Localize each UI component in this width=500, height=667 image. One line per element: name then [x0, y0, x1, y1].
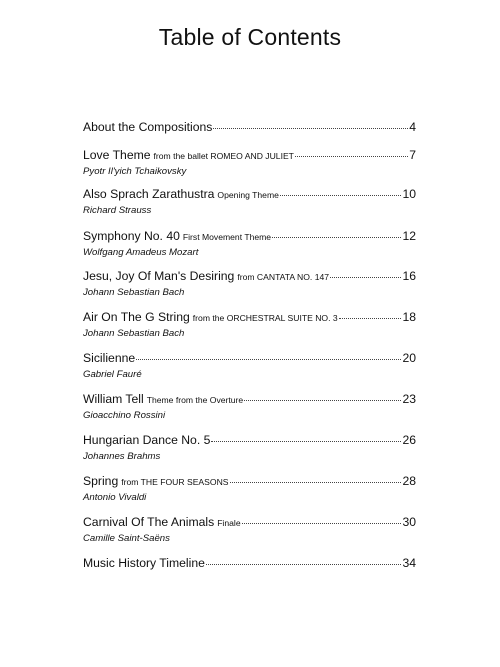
toc-entry-subtitle: Finale — [217, 518, 241, 528]
toc-entry-subtitle: from THE FOUR SEASONS — [121, 477, 229, 487]
toc-entry[interactable] — [83, 474, 416, 503]
toc-entry-subtitle: Theme from the Overture — [146, 395, 244, 405]
dot-leader — [272, 237, 401, 238]
toc-page-number: 26 — [402, 433, 416, 447]
toc-entry-line — [83, 392, 416, 408]
toc-entry[interactable] — [83, 556, 416, 572]
toc-entry-subtitle: Opening Theme — [217, 190, 279, 200]
dot-leader — [242, 523, 402, 524]
toc-entry[interactable] — [83, 120, 416, 136]
toc-entry-line — [83, 148, 416, 164]
dot-leader — [295, 156, 408, 157]
toc-composer: Wolfgang Amadeus Mozart — [83, 247, 199, 258]
toc-composer: Richard Strauss — [83, 205, 152, 216]
toc-entry-line — [83, 433, 416, 449]
toc-entry-title: Hungarian Dance No. 5 — [83, 433, 211, 447]
toc-entry[interactable] — [83, 229, 416, 258]
toc-entry-line — [83, 310, 416, 326]
toc-composer: Gioacchino Rossini — [83, 410, 166, 421]
toc-entry-title: Jesu, Joy Of Man's Desiring — [83, 269, 235, 283]
toc-entry-title: Spring — [83, 474, 119, 488]
toc-entry-title: Symphony No. 40 — [83, 229, 180, 243]
toc-entry[interactable] — [83, 433, 416, 462]
toc-composer: Johann Sebastian Bach — [83, 287, 185, 298]
toc-entry-title: William Tell — [83, 392, 144, 406]
toc-entry-line — [83, 120, 416, 136]
dot-leader — [339, 318, 402, 319]
dot-leader — [330, 277, 401, 278]
toc-entry[interactable] — [83, 515, 416, 544]
toc-entry-title: Carnival Of The Animals — [83, 515, 215, 529]
toc-page-number: 7 — [409, 148, 416, 162]
toc-entry-line — [83, 474, 416, 490]
toc-composer: Camille Saint-Saëns — [83, 533, 170, 544]
toc-composer: Pyotr Il'yich Tchaikovsky — [83, 166, 187, 177]
dot-leader — [213, 128, 408, 129]
toc-entry-subtitle: from the ballet ROMEO AND JULIET — [153, 151, 294, 161]
toc-composer: Antonio Vivaldi — [83, 492, 147, 503]
page-title: Table of Contents — [158, 24, 342, 50]
dot-leader — [206, 564, 402, 565]
toc-entry-title: Love Theme — [83, 148, 151, 162]
toc-entry-line — [83, 515, 416, 531]
toc-page-number: 20 — [402, 351, 416, 365]
toc-page-number: 28 — [402, 474, 416, 488]
toc-entry-line — [83, 556, 416, 572]
toc-entry-title: Music History Timeline — [83, 556, 205, 570]
toc-page-number: 23 — [402, 392, 416, 406]
toc-entry-subtitle: from CANTATA NO. 147 — [237, 272, 330, 282]
toc-entry[interactable] — [83, 269, 416, 298]
toc-entry-line — [83, 269, 416, 285]
toc-page-number: 12 — [402, 229, 416, 243]
toc-entry-title: Also Sprach Zarathustra — [83, 187, 215, 201]
toc-entry-title: About the Compositions — [83, 120, 213, 134]
toc-page-number: 10 — [402, 187, 416, 201]
dot-leader — [211, 441, 401, 442]
toc-page-number: 16 — [402, 269, 416, 283]
dot-leader — [280, 195, 402, 196]
toc-page-number: 18 — [402, 310, 416, 324]
toc-page-number: 4 — [409, 120, 416, 134]
dot-leader — [136, 359, 401, 360]
dot-leader — [244, 400, 401, 401]
toc-entry[interactable] — [83, 187, 416, 216]
toc-composer: Johannes Brahms — [83, 451, 161, 462]
toc-entry[interactable] — [83, 392, 416, 421]
toc-entry-line — [83, 187, 416, 203]
toc-composer: Johann Sebastian Bach — [83, 328, 185, 339]
toc-composer: Gabriel Fauré — [83, 369, 142, 380]
toc-entry-line — [83, 351, 416, 367]
toc-entry[interactable] — [83, 148, 416, 177]
toc-entry-title: Sicilienne — [83, 351, 136, 365]
toc-page-number: 34 — [402, 556, 416, 570]
toc-entry[interactable] — [83, 351, 416, 380]
toc-entry-line — [83, 229, 416, 245]
dot-leader — [230, 482, 402, 483]
toc-entry[interactable] — [83, 310, 416, 339]
toc-entry-title: Air On The G String — [83, 310, 190, 324]
toc-entry-subtitle: First Movement Theme — [182, 232, 272, 242]
toc-page-number: 30 — [402, 515, 416, 529]
toc-entry-subtitle: from the ORCHESTRAL SUITE NO. 3 — [192, 313, 338, 323]
